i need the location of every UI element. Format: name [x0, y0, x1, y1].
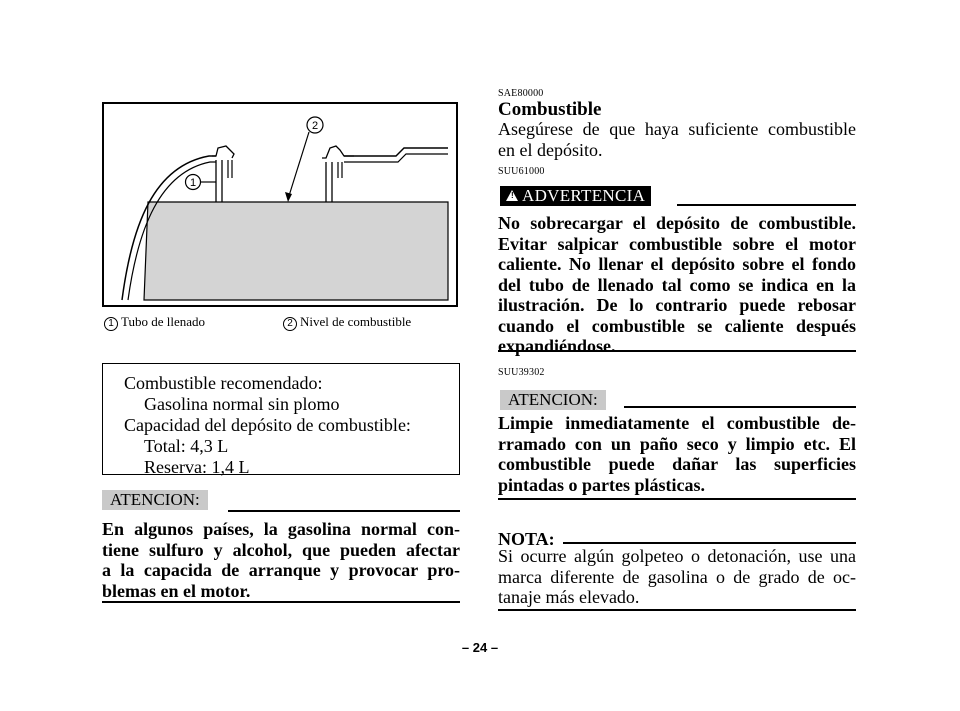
warning-triangle-icon: [506, 190, 518, 201]
warning-line: del tubo de llenado tal como se indica en la: [498, 274, 856, 295]
fuel-tank-illustration: [102, 102, 458, 307]
right-caution-label: ATENCION:: [500, 390, 606, 410]
fuel-section-code: SAE80000: [498, 88, 544, 99]
right-caution-line: pintadas o partes plásticas.: [498, 474, 706, 495]
right-caution-line: rramado con un paño seco y limpio etc. El: [498, 433, 856, 454]
warning-code: SUU61000: [498, 166, 545, 177]
spec-line-2: Gasolina normal sin plomo: [144, 394, 340, 414]
note-line: tanaje más elevado.: [498, 587, 640, 607]
left-caution-label: ATENCION:: [102, 490, 208, 510]
right-caution-line: Limpie inmediatamente el combustible de-: [498, 413, 856, 433]
warning-label: ADVERTENCIA: [522, 186, 646, 205]
warning-line: No sobrecargar el depósito de combustible.: [498, 213, 856, 233]
spec-line-4: Total: 4,3 L: [144, 436, 229, 456]
left-caution-line: blemas en el motor.: [102, 580, 251, 601]
right-caution-text: [498, 413, 856, 495]
left-caution-line: a la capacida de arranque y provocar pro-: [102, 560, 460, 580]
caption-filler-tube: [104, 314, 205, 331]
left-caution-line: tiene sulfuro y alcohol, que pueden afectar: [102, 539, 460, 560]
callout-1-label: 1: [189, 177, 197, 189]
warning-text: [498, 213, 856, 357]
fuel-section-title: Combustible: [498, 99, 602, 120]
callout-2-label: 2: [311, 120, 319, 132]
warning-line: ilustración. De lo contrario puede rebosar: [498, 295, 856, 315]
warning-line: expandiéndose.: [498, 336, 616, 356]
fuel-spec-box: [102, 363, 460, 475]
warning-triangle-mark: !: [511, 191, 514, 200]
left-caution-bottom-rule: [102, 601, 460, 603]
caption-2-number: 2: [283, 317, 297, 331]
warning-label-badge: [500, 186, 651, 206]
note-line: Si ocurre algún golpeteo o detonación, use una: [498, 546, 856, 566]
spec-line-3: Capacidad del depósito de combustible:: [124, 415, 411, 435]
right-caution-bottom-rule: [498, 498, 856, 500]
warning-line: Evitar salpicar combustible sobre el motor: [498, 233, 856, 254]
left-caution-line: En algunos países, la gasolina normal con-: [102, 519, 460, 539]
left-caution-text: [102, 519, 460, 601]
caption-1-number: 1: [104, 317, 118, 331]
right-caution-line: combustible puede dañar las superficies: [498, 454, 856, 474]
warning-bottom-rule: [498, 350, 856, 352]
fuel-section-body: [498, 119, 856, 160]
right-caution-code: SUU39302: [498, 367, 545, 378]
note-top-rule: [563, 542, 856, 544]
caption-1-text: Tubo de llenado: [121, 314, 206, 329]
fuel-tank-drawing: [104, 104, 460, 309]
note-label: NOTA:: [498, 529, 555, 549]
caption-2-text: Nivel de combustible: [300, 314, 412, 329]
page-number: – 24 –: [461, 640, 499, 655]
left-caution-top-rule: [228, 510, 460, 512]
fuel-section-line: en el depósito.: [498, 139, 603, 160]
warning-line: caliente. No llenar el depósito sobre el fondo: [498, 254, 856, 274]
fuel-section-line: Asegúrese de que haya suficiente combustible: [498, 119, 856, 139]
caption-fuel-level: [283, 314, 411, 331]
spec-line-1: Combustible recomendado:: [124, 373, 323, 393]
note-line: marca diferente de gasolina o de grado de oc-: [498, 566, 856, 587]
note-text: [498, 546, 856, 608]
spec-line-5: Reserva: 1,4 L: [144, 457, 250, 477]
warning-line: cuando el combustible se caliente después: [498, 315, 856, 336]
note-bottom-rule: [498, 609, 856, 611]
right-caution-top-rule: [624, 406, 856, 408]
warning-top-rule: [677, 204, 856, 206]
